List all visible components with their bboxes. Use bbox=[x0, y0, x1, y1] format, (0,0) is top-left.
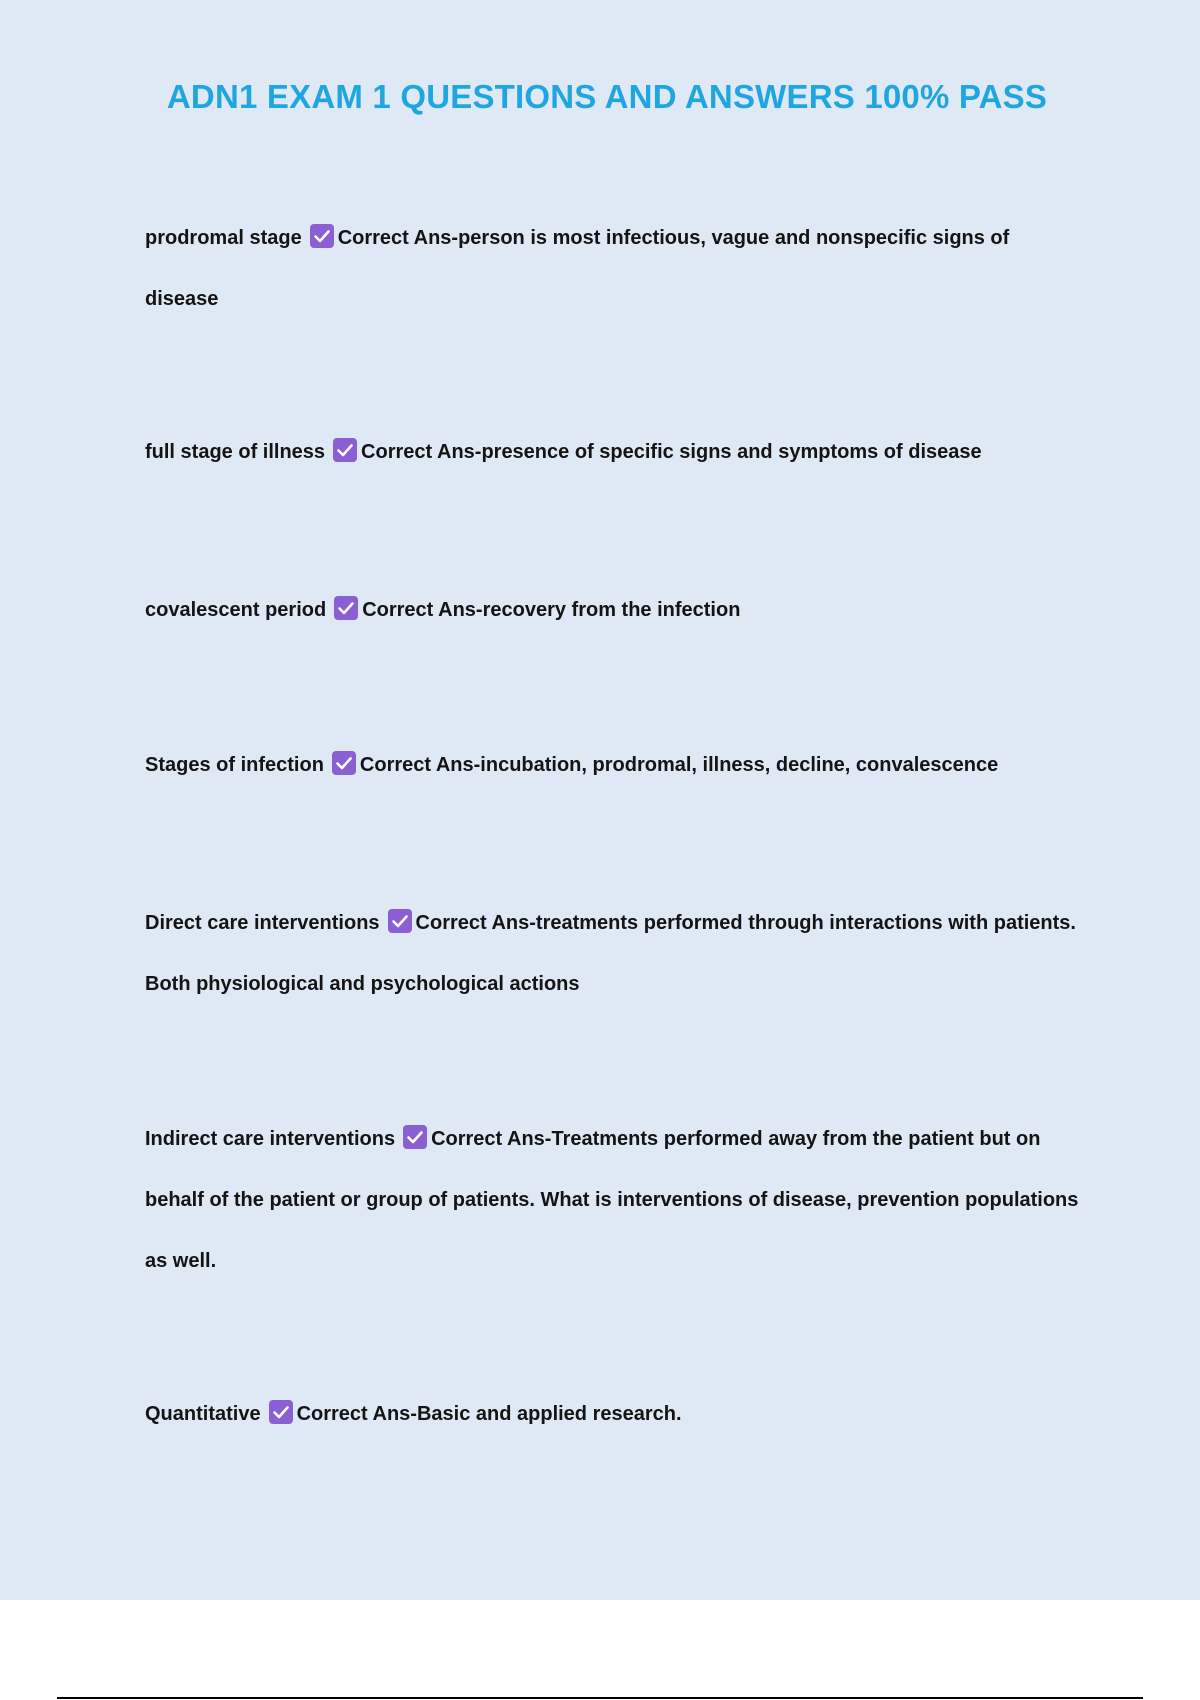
qa-item-indirect-care-interventions bbox=[145, 1109, 1080, 1292]
qa-term: Indirect care interventions bbox=[145, 1128, 396, 1150]
qa-answer: Correct Ans-incubation, prodromal, illness, decline, convalescence bbox=[359, 754, 999, 776]
checked-checkbox-icon bbox=[269, 1400, 293, 1424]
qa-item-covalescent-period bbox=[145, 580, 1080, 641]
qa-item-direct-care-interventions bbox=[145, 893, 1080, 1015]
qa-answer: Correct Ans-person is most infectious, vague and nonspecific signs of disease bbox=[145, 227, 1010, 310]
qa-item-stages-of-infection bbox=[145, 735, 1080, 796]
qa-term: prodromal stage bbox=[145, 227, 302, 249]
checked-checkbox-icon bbox=[403, 1125, 427, 1149]
qa-term: Quantitative bbox=[145, 1403, 261, 1425]
qa-item-quantitative bbox=[145, 1384, 1080, 1445]
checked-checkbox-icon bbox=[334, 596, 358, 620]
footer-divider bbox=[57, 1697, 1143, 1699]
qa-term: Stages of infection bbox=[145, 754, 324, 776]
qa-term: full stage of illness bbox=[145, 441, 326, 463]
qa-answer: Correct Ans-Basic and applied research. bbox=[296, 1403, 682, 1425]
qa-item-full-stage-of-illness bbox=[145, 422, 1080, 483]
qa-item-prodromal-stage bbox=[145, 208, 1080, 330]
document-title: ADN1 EXAM 1 QUESTIONS AND ANSWERS 100% PASS bbox=[166, 78, 1048, 115]
qa-answer: Correct Ans-presence of specific signs and symptoms of disease bbox=[361, 441, 982, 463]
qa-answer: Correct Ans-Treatments performed away from the patient but on behalf of the patient or group of patients. What is interventions of disease, prevention populations as well. bbox=[145, 1128, 1079, 1272]
qa-term: covalescent period bbox=[145, 599, 327, 621]
checked-checkbox-icon bbox=[388, 909, 412, 933]
qa-answer: Correct Ans-treatments performed through interactions with patients. Both physiological and psychological actions bbox=[145, 912, 1076, 995]
checked-checkbox-icon bbox=[310, 224, 334, 248]
qa-term: Direct care interventions bbox=[145, 912, 380, 934]
qa-answer: Correct Ans-recovery from the infection bbox=[362, 599, 741, 621]
checked-checkbox-icon bbox=[333, 438, 357, 462]
checked-checkbox-icon bbox=[332, 751, 356, 775]
